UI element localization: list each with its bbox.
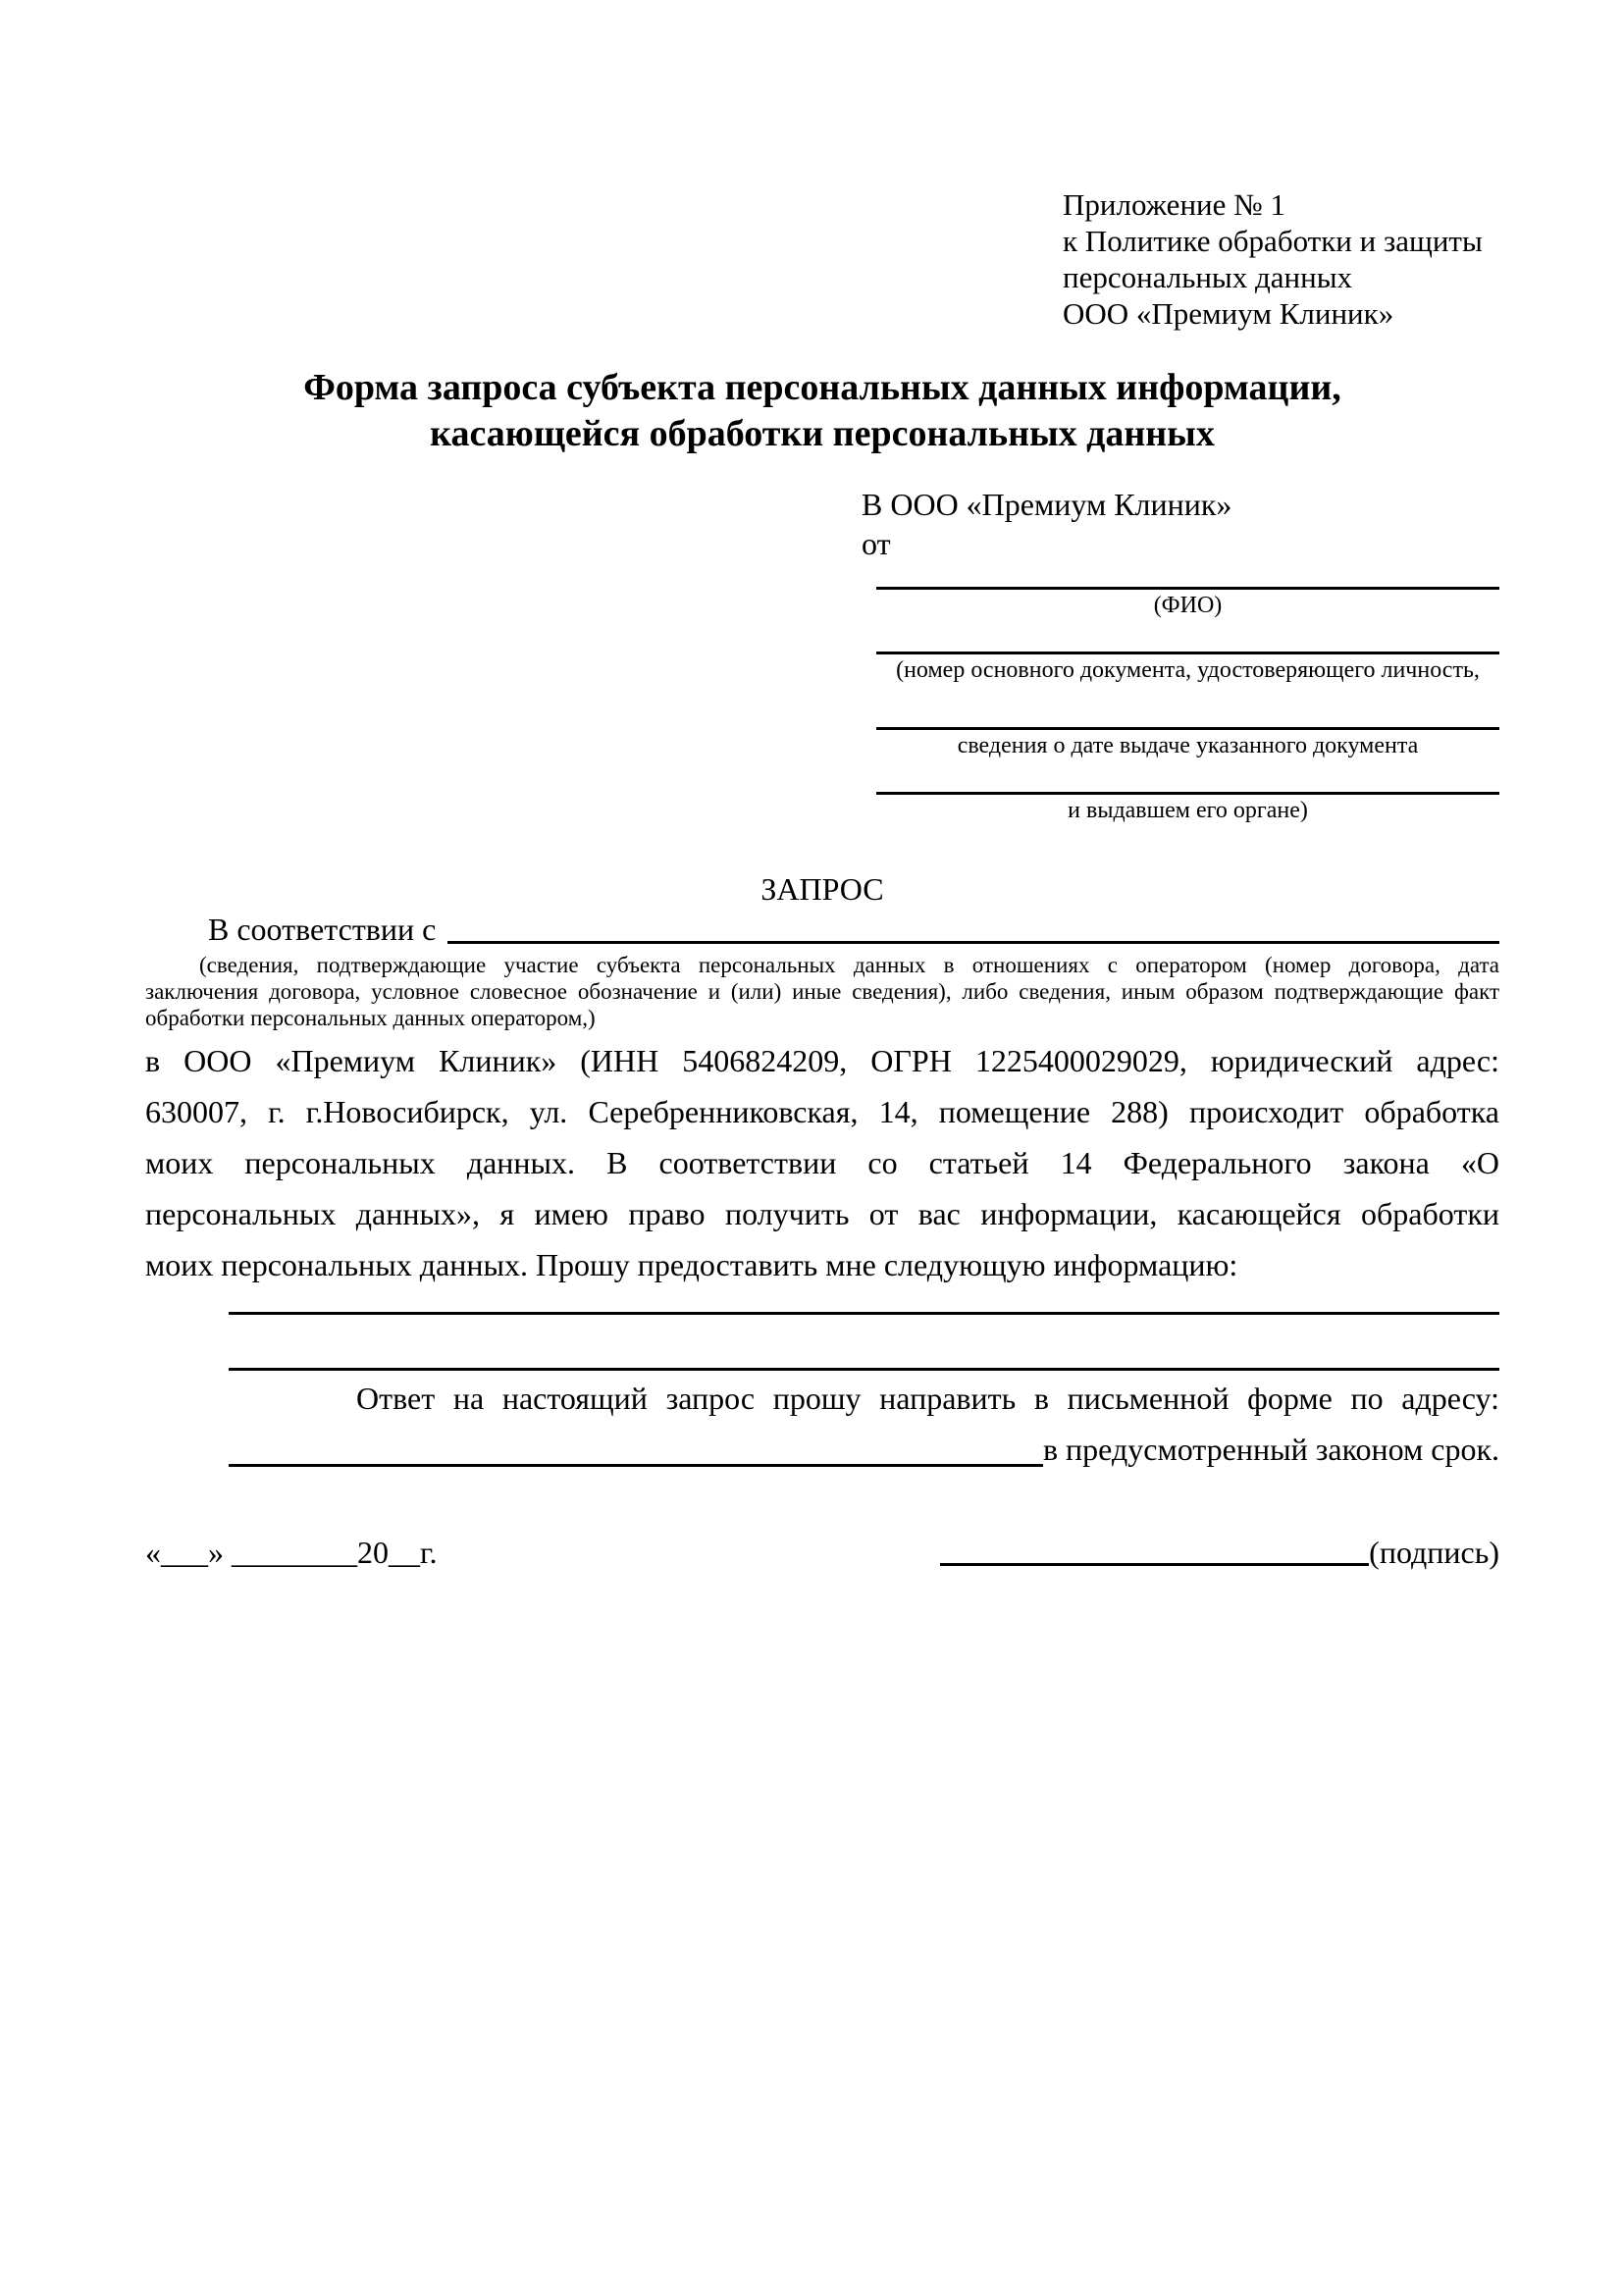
request-body-line: персональных данных», я имею право получить от вас информации, касающейся обработки xyxy=(145,1196,1499,1231)
appendix-reference-line: к Политике обработки и защиты xyxy=(1063,224,1483,258)
reply-deadline-suffix: в предусмотренный законом срок. xyxy=(1042,1432,1499,1467)
request-body-line: в ООО «Премиум Клиник» (ИНН 5406824209, ОГРН 1225400029029, юридический адрес: xyxy=(145,1043,1499,1078)
from-label: от xyxy=(862,526,891,561)
appendix-reference xyxy=(1063,186,1499,332)
appendix-reference-line: Приложение № 1 xyxy=(1063,187,1285,222)
request-body-line: моих персональных данных. В соответствии со статьей 14 Федерального закона «О xyxy=(145,1145,1499,1180)
reply-address-sentence: Ответ на настоящий запрос прошу направить в письменной форме по адресу: xyxy=(356,1381,1499,1416)
appendix-reference-line: ООО «Премиум Клиник» xyxy=(1063,296,1394,331)
addressee-organization: В ООО «Премиум Клиник» xyxy=(862,487,1232,522)
fio-blank-field xyxy=(876,587,1499,619)
basis-blank-line xyxy=(447,941,1499,944)
request-body-line: 630007, г. г.Новосибирск, ул. Серебренниковская, 14, помещение 288) происходит обработка xyxy=(145,1094,1499,1129)
document-number-caption: (номер основного документа, удостоверяющего личность, xyxy=(896,657,1480,683)
in-accordance-with-row xyxy=(145,909,1499,950)
document-number-blank-field xyxy=(876,652,1499,684)
issue-date-blank-field xyxy=(876,727,1499,759)
form-title-line: касающейся обработки персональных данных xyxy=(430,413,1215,454)
footnote-line: (сведения, подтверждающие участие субъекта персональных данных в отношениях с оператором (номер договора, дата xyxy=(199,953,1499,977)
appendix-reference-line: персональных данных xyxy=(1063,260,1353,294)
address-blank-line xyxy=(229,1464,1043,1467)
request-heading: ЗАПРОС xyxy=(760,871,884,907)
info-blank-line-1 xyxy=(229,1312,1499,1315)
footnote-line: обработки персональных данных оператором,) xyxy=(145,1006,596,1030)
form-title xyxy=(145,365,1499,457)
fio-caption: (ФИО) xyxy=(1153,593,1223,618)
signature-line xyxy=(940,1563,1369,1566)
signature-row xyxy=(145,1532,1499,1573)
request-body-paragraph xyxy=(145,1035,1499,1290)
request-body-line: моих персональных данных. Прошу предоставить мне следующую информацию: xyxy=(145,1247,1238,1282)
addressee-block xyxy=(862,485,1499,824)
issue-date-caption: сведения о дате выдаче указанного документа xyxy=(957,733,1419,758)
signature-caption: (подпись) xyxy=(1369,1535,1499,1570)
signature-group xyxy=(940,1532,1499,1573)
date-field: «___» ________20__г. xyxy=(145,1535,438,1570)
in-accordance-with-label: В соответствии с xyxy=(208,912,437,947)
form-title-line: Форма запроса субъекта персональных данных информации, xyxy=(303,367,1341,408)
issuing-authority-blank-field xyxy=(876,792,1499,824)
footnote-line: заключения договора, условное словесное обозначение и (или) иные сведения), либо сведения, иным образом подтверждающие факт xyxy=(145,979,1499,1004)
info-blank-line-2 xyxy=(229,1368,1499,1371)
issuing-authority-caption: и выдавшем его органе) xyxy=(1068,798,1308,823)
reply-address-row xyxy=(145,1424,1499,1475)
basis-footnote xyxy=(145,952,1499,1031)
